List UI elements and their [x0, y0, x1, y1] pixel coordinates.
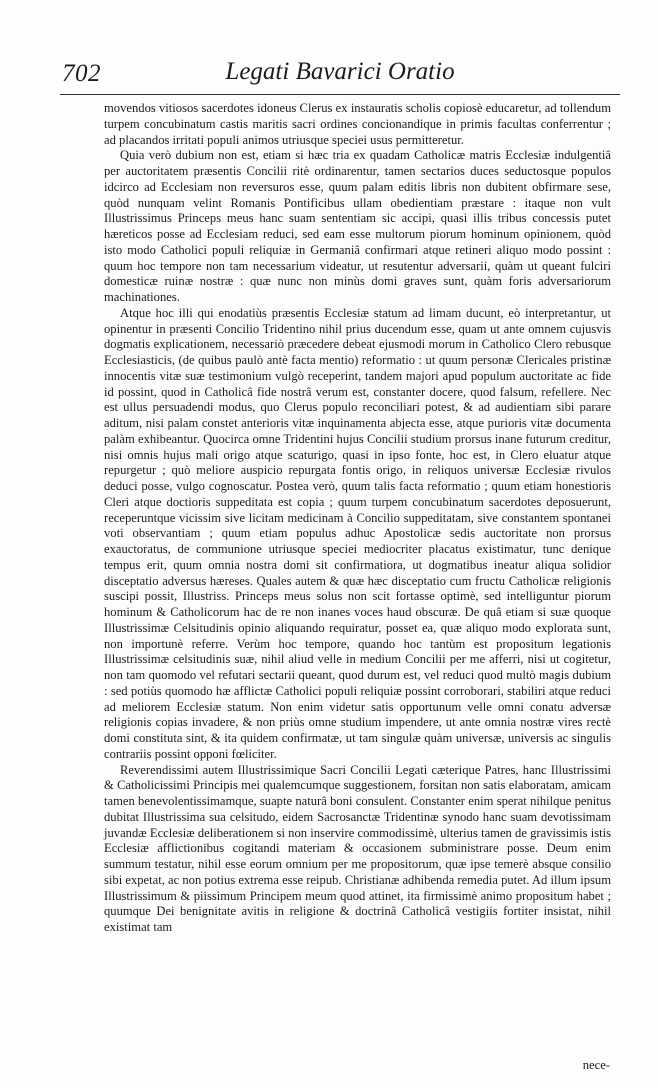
paragraph: Quia verò dubium non est, etiam si hæc tria ex quadam Catholicæ matris Ecclesiæ indulgentiâ per auctoritatem præsentis Concilii ritè ordinarentur, tamen sectarios duces seductosque populos idcirco ad Ecclesiam non reversuros esse, quum palam editis libris non dubitent obfirmare sese, quòd nunquam velint Romanis Pontificibus ullam obedientiam præstare : itaque non vult Illustrissimus Princeps meus hanc suam sententiam sic accipi, quasi illis tribus concessis putet hæreticos posse ad Ecclesiam reduci, sed eam esse multorum piorum hominum opinionem, quòd isto modo Catholici populi reliquiæ in Germaniâ confirmari atque retineri aliquo modo possint : quum hoc tempore non tam necessarium videatur, ut resutentur adversarii, quàm ut queant fulciri domesticæ ruinæ nostræ : quæ nunc non minùs domi graves sunt, quàm foris adversariorum machinationes.	[104, 148, 611, 304]
paragraph: Reverendissimi autem Illustrissimique Sacri Concilii Legati cæterique Patres, hanc Illustrissimi & Catholicissimi Principis mei qualemcumque suggestionem, forsitan non satis elaboratam, amicam tamen benevolentissimamque, suapte naturâ boni consulent. Constanter enim sperat nihilque penitus dubitat Illustrissima sua celsitudo, eidem Sacrosanctæ Tridentinæ synodo hanc suam devotissimam juvandæ Ecclesiæ deliberationem si non inservire commodissimè, ulterius tamen de gravissimis istis Ecclesiæ afflictionibus cogitandi materiam & occasionem subministrare posse. Deum enim summum testatur, nihil esse eorum omnium per me propositorum, quæ ipse temerè absque consilio sibi expetat, ac non potius extrema esse reipub. Christianæ adhibenda remedia putet. Ad illum ipsum Illustrissimum & piissimum Principem meum quod attinet, ita firmissimè animo propositum habet ; quumque Dei benignitate avitis in religione & doctrinâ Catholicâ vestigiis fortiter insistat, nihil existimat tam	[104, 762, 611, 934]
catchword: nece-	[582, 1058, 610, 1072]
paragraph-continuation: movendos vitiosos sacerdotes idoneus Clerus ex instauratis scholis copiosè educaretur, ad tollendum turpem concubinatum castis maritis sacri ordines concionandique in primis facultas conferrentur ; ad placandos irritati populi animos utriusque speciei usus permitteretur.	[104, 101, 611, 147]
header-rule	[60, 94, 620, 95]
body-text	[104, 101, 611, 936]
page-header	[60, 52, 620, 92]
paragraph: Atque hoc illi qui enodatiùs præsentis Ecclesiæ statum ad limam ducunt, eò interpretantur, ut opinentur in præsenti Concilio Tridentino nihil prius ducendum esse, quam ut ante omnem cujusvis dogmatis explicationem, necessariò præcedere debeat ejusmodi morum in Catholico Clero rebusque Ecclesiasticis, (de quibus paulò antè facta mentio) reformatio : ut quum personæ Clericales pristinæ innocentis vitæ suæ testimonium vulgò receperint, tandem majori apud populum auctoritate ac fide id possint, quod in Catholicâ fide nostrâ verum est, constanter docere, quod falsum, refellere. Nec est ullus persuadendi modus, quo Clerus populo reconciliari potest, & ad audientiam sibi parare aditum, nisi palam constet anterioris vitæ inquinamenta abjecta esse, atque purioris vitæ documenta palàm exhibeantur. Quocirca omne Tridentini hujus Concilii studium prorsus inane futurum creditur, nisi omnis hujus mali origo atque scaturigo, quasi in ipso fonte, hoc est, in Clero eluatur atque repurgetur ; quò meliore auspicio repurgata fontis origo, in reliquos universæ Ecclesiæ rivulos deduci posse, vulgo cognoscatur. Postea verò, quum talis facta reformatio ; quum etiam honestioris Cleri atque doctioris suppeditata est copia ; quum turpem concubinatum sacerdotes deposuerunt, receperuntque vicissim sive licitam medicinam à Concilio suppeditatam, sive constantem spontanei voti observantiam ; quum etiam populus adhuc Apostolicæ sedis auctoritate non prorsus exauctoratus, de communione utriusque speciei mediocriter placatus existimatur, tunc denique tempus erit, quum omnia nostra domi sit confirmatiora, ut dogmatibus ineatur aliqua solidior disceptatio adversus hæreses. Quales autem & quæ hæc disceptatio cum fructu Catholicæ religionis suscipi possit, Illustriss. Princeps meus solus non scit fortasse optimè, sed intelliguntur piorum hominum & Catholicorum hac de re non inanes voces haud obscuræ. De quâ etiam si suæ quoque Illustrissimæ Celsitudinis opinio aliquando requiratur, posset ea, quæ aliquo modo explorata sunt, non importunè referre. Verùm hoc tempore, quando hoc tantùm est propositum legationis Illustrissimæ celsitudinis suæ, nihil aliud velle in medium Concilii per me afferri, nisi ut cogitetur, non tam quomodo vel refutari sectarii queant, quod durum est, vel reduci quod multò magis dubium : sed potiùs quomodo hæ afflictæ Catholici populi reliquiæ possint corroborari, stabiliri atque reduci ad meliorem Ecclesiæ statum. Non enim videtur satis opportunum velle omni conatu adversæ religionis copias invadere, & non priùs omne studium impendere, ut ante omnia nostræ vires rectè domi constituta sint, & ita quidem confirmatæ, ut tam singulæ quàm universæ, universis ac singulis contrariis possint opponi fœliciter.	[104, 305, 611, 761]
page-number: 702	[62, 60, 101, 87]
running-title: Legati Bavarici Oratio	[225, 58, 455, 85]
